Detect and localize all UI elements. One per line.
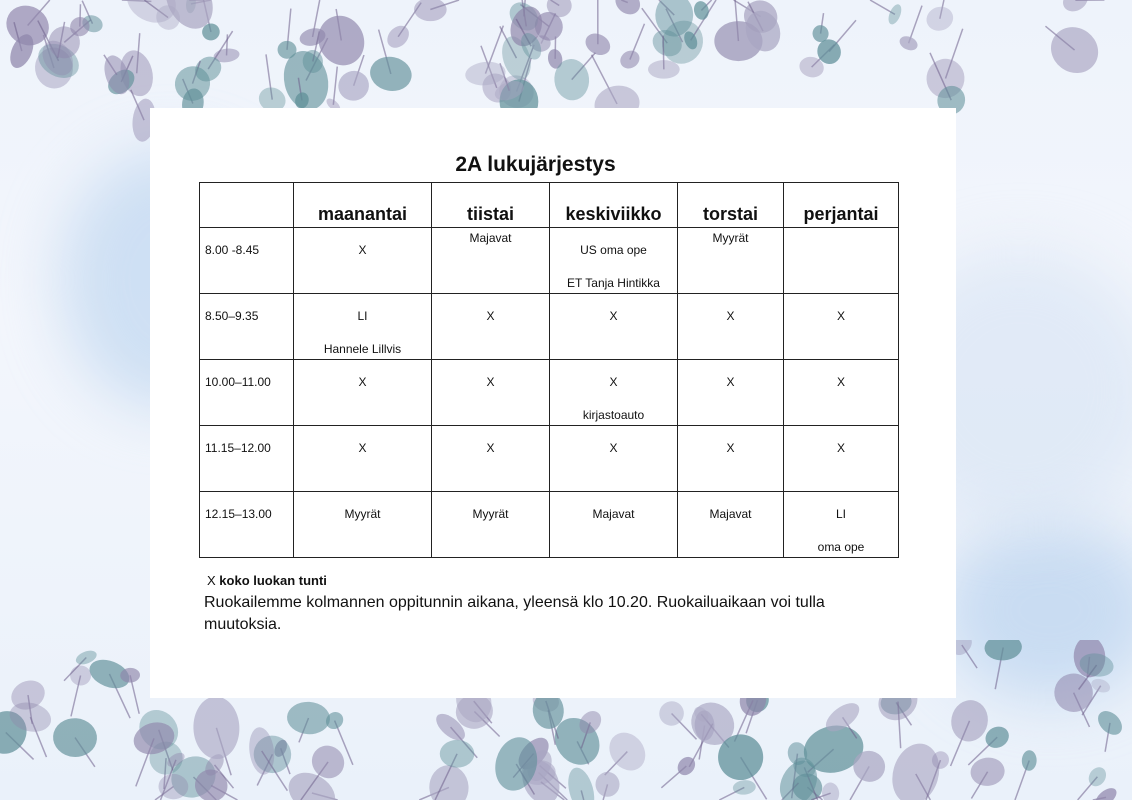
- schedule-cell-friday: [784, 360, 899, 426]
- leaf-stem: [333, 67, 337, 105]
- schedule-cell-wednesday: [550, 492, 678, 558]
- leaf-shape: [923, 3, 956, 34]
- lesson-label: X: [486, 309, 495, 323]
- leaf-shape: [1021, 750, 1037, 771]
- table-row: [200, 360, 899, 426]
- lesson-label: Majavat: [592, 507, 635, 521]
- schedule-cell-friday: [784, 492, 899, 558]
- lesson-label: X: [609, 375, 618, 389]
- lesson-time: 12.15–13.00: [205, 507, 272, 521]
- schedule-cell-tuesday: [432, 228, 550, 294]
- schedule-cell-thursday: [678, 492, 784, 558]
- leaf-shape: [611, 0, 645, 19]
- leaf-shape: [1092, 784, 1120, 800]
- leaf-shape: [897, 34, 919, 53]
- schedule-cell-tuesday: [432, 360, 550, 426]
- lesson-label: X: [726, 441, 735, 455]
- lesson-label: Myyrät: [344, 507, 381, 521]
- lesson-label: X: [726, 375, 735, 389]
- leaf-shape: [969, 756, 1006, 788]
- leaf-shape: [367, 53, 415, 94]
- lesson-label: Majavat: [709, 507, 752, 521]
- lesson-note: ET Tanja Hintikka: [567, 276, 660, 290]
- lesson-label: LI: [357, 309, 368, 323]
- table-row: [200, 492, 899, 558]
- day-header-thursday: torstai: [678, 183, 784, 228]
- table-row: [200, 426, 899, 492]
- leaf-shape: [617, 47, 643, 72]
- time-cell: [200, 360, 294, 426]
- leaf-shape: [286, 701, 331, 736]
- schedule-cell-tuesday: [432, 294, 550, 360]
- schedule-cell-friday: [784, 426, 899, 492]
- lesson-label: X: [726, 309, 735, 323]
- leaf-shape: [886, 2, 904, 26]
- lesson-note: Hannele Lillvis: [323, 342, 402, 356]
- lesson-label: LI: [835, 507, 846, 521]
- leaf-shape: [595, 772, 620, 798]
- lesson-label: X: [486, 441, 495, 455]
- time-cell: [200, 294, 294, 360]
- leaf-shape: [648, 60, 680, 79]
- lesson-label: Myyrät: [472, 507, 509, 521]
- leaf-shape: [984, 640, 1023, 662]
- schedule-cell-wednesday: [550, 294, 678, 360]
- lesson-label: X: [609, 441, 618, 455]
- corner-header: [200, 183, 294, 228]
- lesson-label: X: [836, 375, 845, 389]
- lesson-label: X: [836, 309, 845, 323]
- legend: [207, 573, 327, 588]
- schedule-table: [199, 182, 899, 558]
- day-header-tuesday: tiistai: [432, 183, 550, 228]
- leaf-shape: [440, 740, 475, 768]
- lesson-label: US oma ope: [580, 243, 647, 257]
- lesson-note: oma ope: [817, 540, 865, 554]
- schedule-cell-monday: [294, 228, 432, 294]
- schedule-cell-friday: [784, 228, 899, 294]
- schedule-cell-thursday: [678, 228, 784, 294]
- legend-symbol: X: [207, 573, 216, 588]
- schedule-cell-friday: [784, 294, 899, 360]
- lesson-time: 11.15–12.00: [205, 441, 271, 455]
- leaf-shape: [564, 765, 599, 800]
- lesson-label: Myyrät: [712, 231, 749, 245]
- leaf-shape: [192, 696, 240, 760]
- leaf-shape: [52, 717, 99, 759]
- leaf-shape: [383, 21, 413, 52]
- lesson-label: X: [486, 375, 495, 389]
- lesson-note: kirjastoauto: [582, 408, 645, 422]
- lesson-label: X: [358, 375, 367, 389]
- header-row: [200, 183, 899, 228]
- schedule-cell-wednesday: [550, 360, 678, 426]
- schedule-cell-monday: [294, 360, 432, 426]
- schedule-cell-thursday: [678, 360, 784, 426]
- lesson-label: X: [836, 441, 845, 455]
- lesson-time: 8.50–9.35: [205, 309, 259, 323]
- time-cell: [200, 426, 294, 492]
- leaf-shape: [821, 782, 840, 800]
- leaf-shape: [414, 0, 447, 21]
- leaf-shape: [70, 665, 92, 686]
- day-header-wednesday: keskiviikko: [550, 183, 678, 228]
- lesson-time: 8.00 -8.45: [205, 243, 260, 257]
- table-row: [200, 228, 899, 294]
- time-cell: [200, 492, 294, 558]
- lesson-time: 10.00–11.00: [205, 375, 271, 389]
- leaf-shape: [1059, 0, 1092, 16]
- lesson-label: X: [609, 309, 618, 323]
- lesson-label: X: [358, 243, 367, 257]
- schedule-cell-tuesday: [432, 492, 550, 558]
- page-title: 2A lukujärjestys: [455, 153, 616, 176]
- schedule-cell-tuesday: [432, 426, 550, 492]
- leaf-shape: [947, 697, 991, 745]
- lesson-label: X: [358, 441, 367, 455]
- lunch-note: Ruokailemme kolmannen oppitunnin aikana, yleensä klo 10.20. Ruokailuaikaan voi tulla muutoksia.: [204, 594, 825, 633]
- day-header-monday: maanantai: [294, 183, 432, 228]
- schedule-cell-thursday: [678, 294, 784, 360]
- leaf-shape: [334, 67, 373, 105]
- schedule-cell-monday: [294, 426, 432, 492]
- legend-text: koko luokan tunti: [219, 573, 327, 588]
- day-header-friday: perjantai: [784, 183, 899, 228]
- leaf-shape: [732, 779, 756, 795]
- leaf-shape: [1042, 18, 1107, 83]
- leaf-shape: [1093, 706, 1126, 739]
- schedule-cell-thursday: [678, 426, 784, 492]
- schedule-cell-wednesday: [550, 426, 678, 492]
- schedule-cell-monday: [294, 492, 432, 558]
- schedule-cell-monday: [294, 294, 432, 360]
- schedule-cell-wednesday: [550, 228, 678, 294]
- time-cell: [200, 228, 294, 294]
- lesson-label: Majavat: [469, 231, 512, 245]
- leaf-shape: [885, 738, 946, 800]
- table-row: [200, 294, 899, 360]
